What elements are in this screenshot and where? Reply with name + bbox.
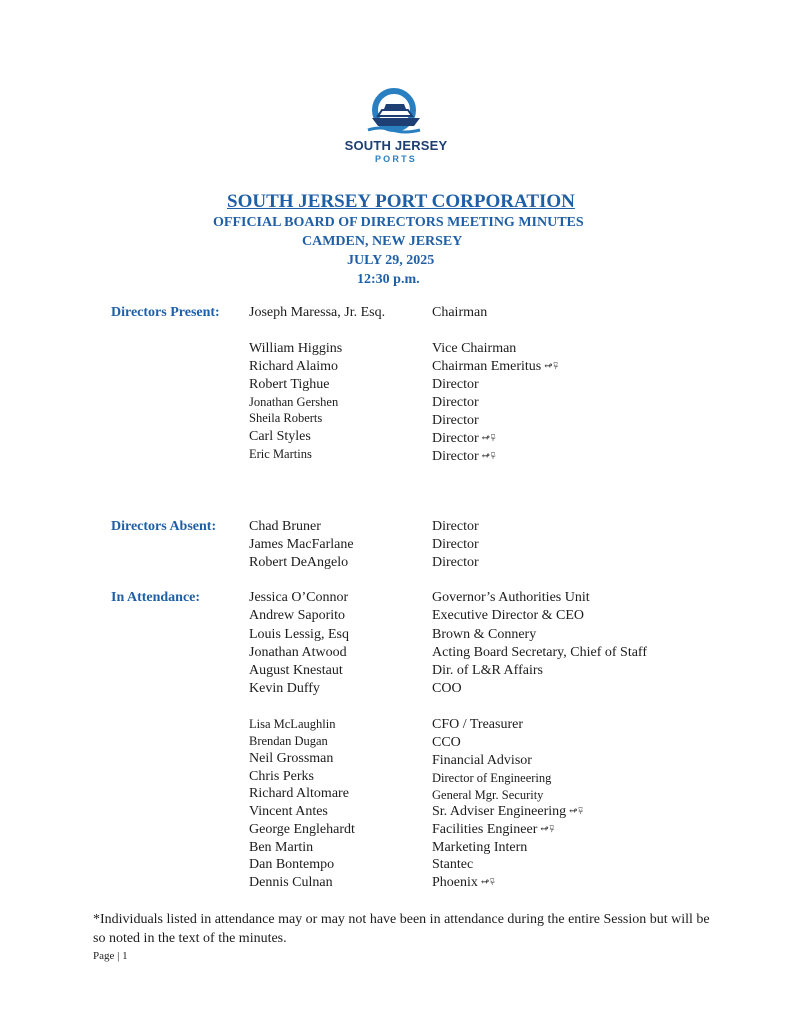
- attendance-footnote: *Individuals listed in attendance may or may not have been in attendance during the entire Session but will be so noted in the text of the minutes.: [93, 912, 710, 946]
- present-name: Joseph Maressa, Jr. Esq.: [249, 305, 386, 320]
- present-name: Eric Martins: [249, 447, 312, 461]
- present-role: Director: [432, 413, 479, 428]
- attendee-name: Ben Martin: [249, 840, 314, 855]
- present-name: William Higgins: [249, 341, 343, 356]
- absent-role: Director: [432, 519, 479, 534]
- attendee-name: Andrew Saporito: [249, 608, 346, 623]
- present-name: Carl Styles: [249, 429, 311, 444]
- attendee-name: Dennis Culnan: [249, 875, 333, 890]
- present-name: Sheila Roberts: [249, 411, 323, 425]
- attendee-name: Kevin Duffy: [249, 681, 320, 696]
- absent-role: Director: [432, 555, 479, 570]
- meeting-location: CAMDEN, NEW JERSEY: [302, 234, 463, 249]
- attendee-role: Marketing Intern: [432, 840, 528, 855]
- directors-present-label: Directors Present:: [111, 305, 220, 320]
- attendee-name: Dan Bontempo: [249, 857, 335, 872]
- page-number: Page | 1: [93, 950, 128, 962]
- attendee-role: COO: [432, 681, 462, 696]
- attendee-name: Jessica O’Connor: [249, 590, 349, 605]
- remote-attendance-mark: ↫⍫: [481, 433, 497, 444]
- attendee-role-row: [432, 875, 495, 891]
- attendee-role: Dir. of L&R Affairs: [432, 663, 543, 678]
- attendee-name: Vincent Antes: [249, 804, 328, 819]
- absent-name: James MacFarlane: [249, 537, 354, 552]
- attendee-role: Stantec: [432, 857, 474, 872]
- south-jersey-ports-logo: [330, 88, 462, 168]
- attendee-name: George Englehardt: [249, 822, 355, 837]
- present-role: Director: [432, 395, 479, 410]
- present-role: Director: [432, 449, 479, 464]
- present-role-row: [432, 359, 559, 375]
- attendee-role: Director of Engineering: [432, 771, 552, 785]
- present-role: Director: [432, 431, 479, 446]
- attendee-name: Louis Lessig, Esq: [249, 627, 349, 642]
- attendee-role: CCO: [432, 735, 461, 750]
- attendee-role: Phoenix: [432, 875, 478, 890]
- in-attendance-label: In Attendance:: [111, 590, 201, 605]
- attendee-name: Chris Perks: [249, 769, 314, 784]
- remote-attendance-mark: ↫⍫: [544, 361, 559, 372]
- attendee-role-row: [432, 804, 584, 820]
- logo-name: SOUTH JERSEY: [344, 138, 448, 153]
- attendee-name: Richard Altomare: [249, 786, 349, 801]
- attendee-role: Financial Advisor: [432, 753, 532, 768]
- present-role: Chairman: [432, 305, 488, 320]
- present-role: Director: [432, 377, 479, 392]
- absent-name: Robert DeAngelo: [249, 555, 349, 570]
- attendee-role: Facilities Engineer: [432, 822, 538, 837]
- attendee-role: CFO / Treasurer: [432, 717, 524, 732]
- present-name: Jonathan Gershen: [249, 395, 339, 409]
- present-role: Chairman Emeritus: [432, 359, 542, 374]
- present-role: Vice Chairman: [432, 341, 517, 356]
- meeting-date: JULY 29, 2025: [347, 253, 435, 268]
- attendee-name: August Knestaut: [249, 663, 343, 678]
- attendee-name: Brendan Dugan: [249, 734, 328, 748]
- document-subtitle: OFFICIAL BOARD OF DIRECTORS MEETING MINUTES: [213, 215, 584, 230]
- attendee-role-row: [432, 822, 555, 838]
- attendee-role: Acting Board Secretary, Chief of Staff: [432, 645, 647, 660]
- attendee-name: Jonathan Atwood: [249, 645, 347, 660]
- remote-attendance-mark: ↫⍫: [540, 824, 555, 835]
- attendee-role: General Mgr. Security: [432, 788, 544, 802]
- meeting-time: 12:30 p.m.: [357, 272, 420, 287]
- present-role-row: [432, 449, 496, 465]
- attendee-name: Lisa McLaughlin: [249, 717, 336, 731]
- logo-subtitle: PORTS: [374, 154, 417, 164]
- attendee-role: Sr. Adviser Engineering: [432, 804, 567, 819]
- document-title: SOUTH JERSEY PORT CORPORATION: [227, 191, 575, 212]
- attendee-role: Executive Director & CEO: [432, 608, 585, 623]
- remote-attendance-mark: ↫⍫: [569, 806, 584, 817]
- directors-absent-label: Directors Absent:: [111, 519, 217, 534]
- remote-attendance-mark: ↫⍫: [481, 451, 497, 462]
- ship-logo-icon: [364, 88, 428, 136]
- remote-attendance-mark: ↫⍫: [480, 877, 496, 888]
- attendee-role: Brown & Connery: [432, 627, 537, 642]
- present-role-row: [432, 431, 496, 447]
- present-name: Richard Alaimo: [249, 359, 339, 374]
- attendee-name: Neil Grossman: [249, 751, 334, 766]
- attendee-role: Governor’s Authorities Unit: [432, 590, 590, 605]
- absent-name: Chad Bruner: [249, 519, 321, 534]
- absent-role: Director: [432, 537, 479, 552]
- present-name: Robert Tighue: [249, 377, 330, 392]
